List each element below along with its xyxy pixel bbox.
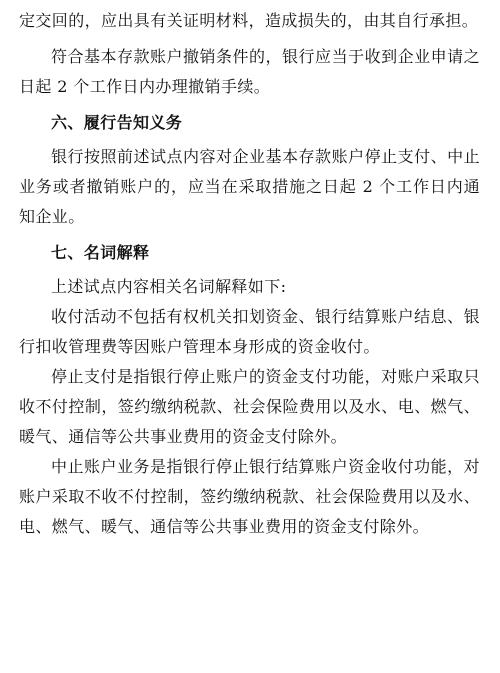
paragraph-definitions-intro: 上述试点内容相关名词解释如下: bbox=[51, 277, 287, 296]
section-heading-notification-duty: 六、履行告知义务 bbox=[51, 113, 183, 132]
paragraph-return-materials: 定交回的，应出具有关证明材料，造成损失的，由其自行承担。 bbox=[19, 11, 479, 30]
paragraph-definition-stop-payment: 停止支付是指银行停止账户的资金支付功能，对账户采取只收不付控制，签约缴纳税款、社会保险费用以及水、电、燃气、暖气、通信等公共事业费用的资金支付除外。 bbox=[19, 367, 480, 446]
paragraph-definition-suspend-business: 中止账户业务是指银行停止银行结算账户资金收付功能，对账户采取不收不付控制，签约缴纳税款、社会保险费用以及水、电、燃气、暖气、通信等公共事业费用的资金支付除外。 bbox=[19, 457, 480, 536]
paragraph-notify-enterprise: 银行按照前述试点内容对企业基本存款账户停止支付、中止业务或者撤销账户的，应当在采取措施之日起 2 个工作日内通知企业。 bbox=[19, 147, 480, 226]
section-heading-term-definitions: 七、名词解释 bbox=[51, 243, 150, 262]
paragraph-definition-collection-activity: 收付活动不包括有权机关扣划资金、银行结算账户结息、银行扣收管理费等因账户管理本身形成的资金收付。 bbox=[19, 307, 480, 356]
paragraph-revocation-procedure: 符合基本存款账户撤销条件的，银行应当于收到企业申请之日起 2 个工作日内办理撤销手续。 bbox=[19, 47, 480, 96]
